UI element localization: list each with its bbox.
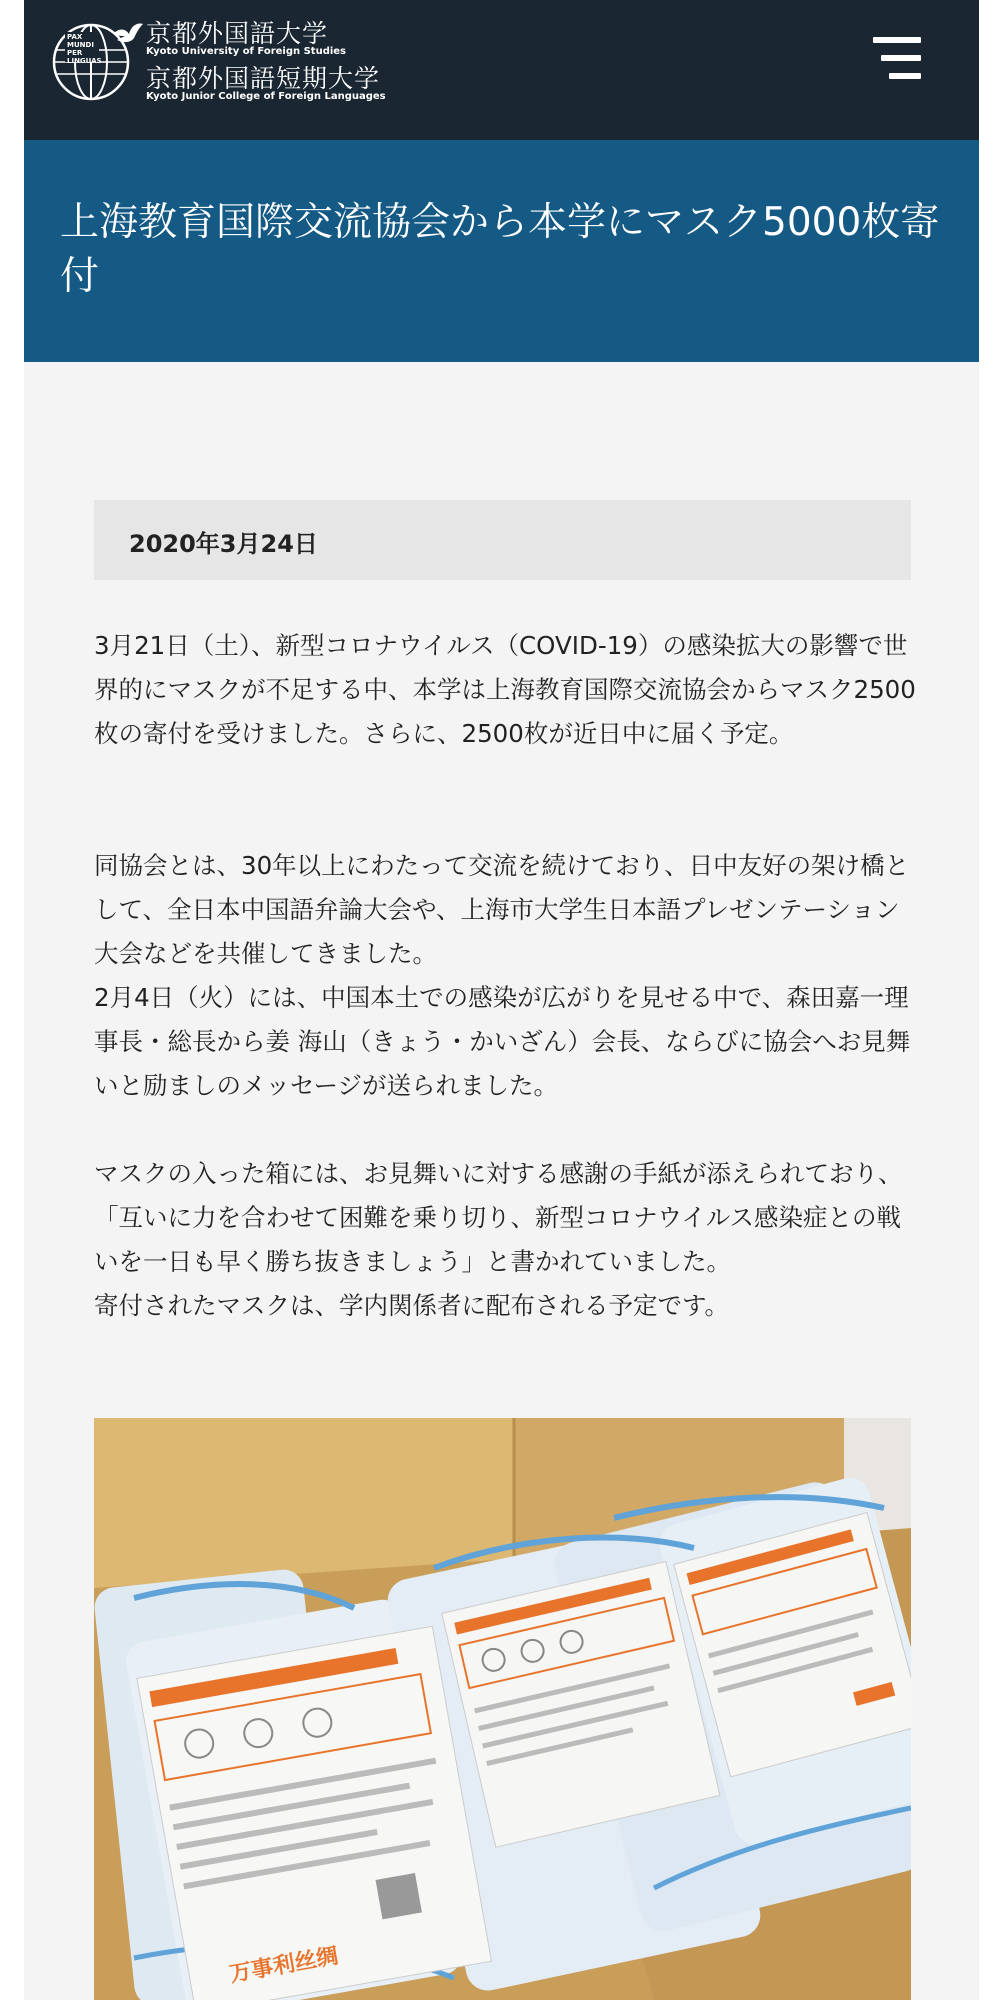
- university-name-jp[interactable]: 京都外国語大学: [146, 19, 329, 48]
- svg-text:LINGUAS: LINGUAS: [67, 57, 102, 65]
- hamburger-menu-icon[interactable]: [869, 35, 921, 83]
- page-title: 上海教育国際交流協会から本学にマスク5000枚寄付: [60, 200, 940, 299]
- article-paragraph-1: 3月21日（土）、新型コロナウイルス（COVID-19）の感染拡大の影響で世界的にマスクが不足する中、本学は上海教育国際交流協会からマスク2500枚の寄付を受けました。さらに、2500枚が近日中に届く予定。: [94, 631, 916, 748]
- university-name-en: Kyoto University of Foreign Studies: [146, 46, 347, 57]
- svg-text:PER: PER: [67, 49, 83, 57]
- page: [24, 0, 979, 2000]
- date-box: [94, 500, 911, 580]
- dove-icon: [111, 20, 145, 48]
- article-date: 2020年3月24日: [129, 530, 318, 558]
- svg-text:MUNDI: MUNDI: [67, 41, 94, 49]
- site-header: [24, 0, 979, 140]
- college-name-jp[interactable]: 京都外国語短期大学: [146, 64, 381, 93]
- title-band: [24, 140, 979, 362]
- menu-line: [873, 37, 921, 43]
- article-paragraph-3: マスクの入った箱には、お見舞いに対する感謝の手紙が添えられており、「互いに力を合わせて困難を乗り切り、新型コロナウイルス感染症との戦いを一日も早く勝ち抜きましょう」と書かれていました。 寄付されたマスクは、学内関係者に配布される予定です。: [94, 1159, 903, 1320]
- article-paragraph-2: 同協会とは、30年以上にわたって交流を続けており、日中友好の架け橋として、全日本中国語弁論大会や、上海市大学生日本語プレゼンテーション大会などを共催してきました。 2月4日（火）には、中国本土での感染が広がりを見せる中で、森田嘉一理事長・総長から姜 海山（きょう・かいざん）会長、ならびに協会へお見舞いと励ましのメッセージが送られました。: [94, 851, 911, 1100]
- menu-line: [881, 55, 921, 61]
- college-name-en: Kyoto Junior College of Foreign Languages: [146, 91, 386, 102]
- svg-text:PAX: PAX: [67, 33, 83, 41]
- article-photo: [94, 1418, 911, 2000]
- photo-brand-label: 万事利丝绸: [227, 1943, 341, 1988]
- menu-line: [889, 73, 921, 79]
